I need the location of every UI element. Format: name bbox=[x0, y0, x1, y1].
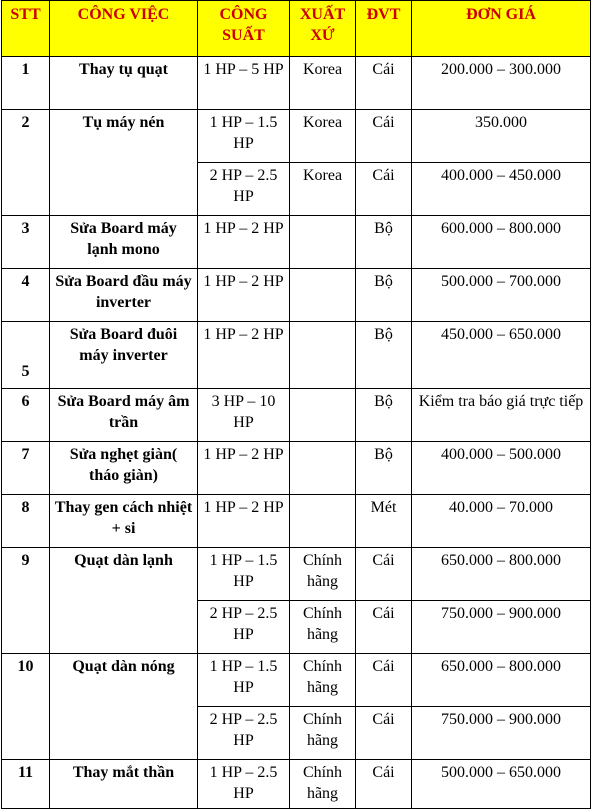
row-unit: Bộ bbox=[356, 442, 412, 495]
row-power: 1 HP – 1.5 HP bbox=[198, 654, 290, 707]
row-unit: Cái bbox=[356, 110, 412, 163]
table-row bbox=[2, 495, 591, 548]
header-row bbox=[2, 1, 591, 57]
row-price: Kiểm tra báo giá trực tiếp bbox=[412, 389, 591, 442]
row-stt: 1 bbox=[2, 57, 50, 110]
row-origin: Korea bbox=[290, 110, 356, 163]
row-price: 450.000 – 650.000 bbox=[412, 322, 591, 389]
row-unit: Cái bbox=[356, 707, 412, 760]
row-job: Thay tụ quạt bbox=[50, 57, 198, 110]
row-stt: 10 bbox=[2, 654, 50, 760]
row-power: 2 HP – 2.5 HP bbox=[198, 707, 290, 760]
row-origin: Chính hãng bbox=[290, 707, 356, 760]
row-price: 500.000 – 650.000 bbox=[412, 760, 591, 809]
row-origin bbox=[290, 269, 356, 322]
row-price: 200.000 – 300.000 bbox=[412, 57, 591, 110]
header-power: CÔNG SUẤT bbox=[198, 1, 290, 57]
row-unit: Cái bbox=[356, 548, 412, 601]
row-job: Sửa Board máy âm trần bbox=[50, 389, 198, 442]
header-origin: XUẤT XỨ bbox=[290, 1, 356, 57]
row-job: Sửa nghẹt giàn( tháo giàn) bbox=[50, 442, 198, 495]
row-job: Quạt dàn nóng bbox=[50, 654, 198, 760]
row-price: 600.000 – 800.000 bbox=[412, 216, 591, 269]
row-job: Sửa Board đuôi máy inverter bbox=[50, 322, 198, 389]
row-job: Quạt dàn lạnh bbox=[50, 548, 198, 654]
row-origin: Chính hãng bbox=[290, 654, 356, 707]
row-stt: 8 bbox=[2, 495, 50, 548]
row-origin bbox=[290, 495, 356, 548]
row-origin: Chính hãng bbox=[290, 601, 356, 654]
row-unit: Bộ bbox=[356, 389, 412, 442]
row-origin: Chính hãng bbox=[290, 548, 356, 601]
row-unit: Cái bbox=[356, 760, 412, 809]
row-unit: Bộ bbox=[356, 322, 412, 389]
table-row bbox=[2, 57, 591, 110]
row-job: Sửa Board máy lạnh mono bbox=[50, 216, 198, 269]
row-origin: Korea bbox=[290, 57, 356, 110]
row-price: 750.000 – 900.000 bbox=[412, 707, 591, 760]
row-price: 500.000 – 700.000 bbox=[412, 269, 591, 322]
row-unit: Mét bbox=[356, 495, 412, 548]
row-stt: 3 bbox=[2, 216, 50, 269]
row-price: 350.000 bbox=[412, 110, 591, 163]
row-power: 1 HP – 1.5 HP bbox=[198, 110, 290, 163]
row-power: 2 HP – 2.5 HP bbox=[198, 601, 290, 654]
table-row bbox=[2, 760, 591, 809]
row-stt: 6 bbox=[2, 389, 50, 442]
row-unit: Cái bbox=[356, 654, 412, 707]
row-price: 650.000 – 800.000 bbox=[412, 548, 591, 601]
row-job: Thay mắt thần bbox=[50, 760, 198, 809]
header-unit: ĐVT bbox=[356, 1, 412, 57]
row-power: 2 HP – 2.5 HP bbox=[198, 163, 290, 216]
row-price: 400.000 – 450.000 bbox=[412, 163, 591, 216]
row-power: 1 HP – 2 HP bbox=[198, 442, 290, 495]
row-origin: Chính hãng bbox=[290, 760, 356, 809]
row-power: 1 HP – 2 HP bbox=[198, 269, 290, 322]
row-power: 1 HP – 2 HP bbox=[198, 495, 290, 548]
row-price: 400.000 – 500.000 bbox=[412, 442, 591, 495]
row-unit: Cái bbox=[356, 57, 412, 110]
row-origin bbox=[290, 389, 356, 442]
row-origin bbox=[290, 322, 356, 389]
table-row bbox=[2, 389, 591, 442]
row-price: 650.000 – 800.000 bbox=[412, 654, 591, 707]
row-power: 1 HP – 1.5 HP bbox=[198, 548, 290, 601]
row-stt: 9 bbox=[2, 548, 50, 654]
price-table bbox=[1, 0, 591, 809]
row-origin bbox=[290, 442, 356, 495]
row-stt: 4 bbox=[2, 269, 50, 322]
row-price: 750.000 – 900.000 bbox=[412, 601, 591, 654]
table-row bbox=[2, 269, 591, 322]
header-stt: STT bbox=[2, 1, 50, 57]
table-row bbox=[2, 442, 591, 495]
table-row bbox=[2, 110, 591, 163]
row-unit: Cái bbox=[356, 163, 412, 216]
row-unit: Cái bbox=[356, 601, 412, 654]
header-price: ĐƠN GIÁ bbox=[412, 1, 591, 57]
row-stt: 5 bbox=[2, 322, 50, 389]
row-power: 1 HP – 2 HP bbox=[198, 216, 290, 269]
row-origin: Korea bbox=[290, 163, 356, 216]
row-unit: Bộ bbox=[356, 269, 412, 322]
row-stt: 11 bbox=[2, 760, 50, 809]
header-job: CÔNG VIỆC bbox=[50, 1, 198, 57]
table-row bbox=[2, 322, 591, 389]
table-row bbox=[2, 548, 591, 601]
table-row bbox=[2, 654, 591, 707]
row-power: 1 HP – 5 HP bbox=[198, 57, 290, 110]
row-job: Thay gen cách nhiệt + si bbox=[50, 495, 198, 548]
row-job: Sửa Board đầu máy inverter bbox=[50, 269, 198, 322]
row-origin bbox=[290, 216, 356, 269]
row-power: 1 HP – 2.5 HP bbox=[198, 760, 290, 809]
row-power: 3 HP – 10 HP bbox=[198, 389, 290, 442]
row-unit: Bộ bbox=[356, 216, 412, 269]
row-stt: 7 bbox=[2, 442, 50, 495]
row-job: Tụ máy nén bbox=[50, 110, 198, 216]
row-stt: 2 bbox=[2, 110, 50, 216]
table-row bbox=[2, 216, 591, 269]
row-power: 1 HP – 2 HP bbox=[198, 322, 290, 389]
row-price: 40.000 – 70.000 bbox=[412, 495, 591, 548]
